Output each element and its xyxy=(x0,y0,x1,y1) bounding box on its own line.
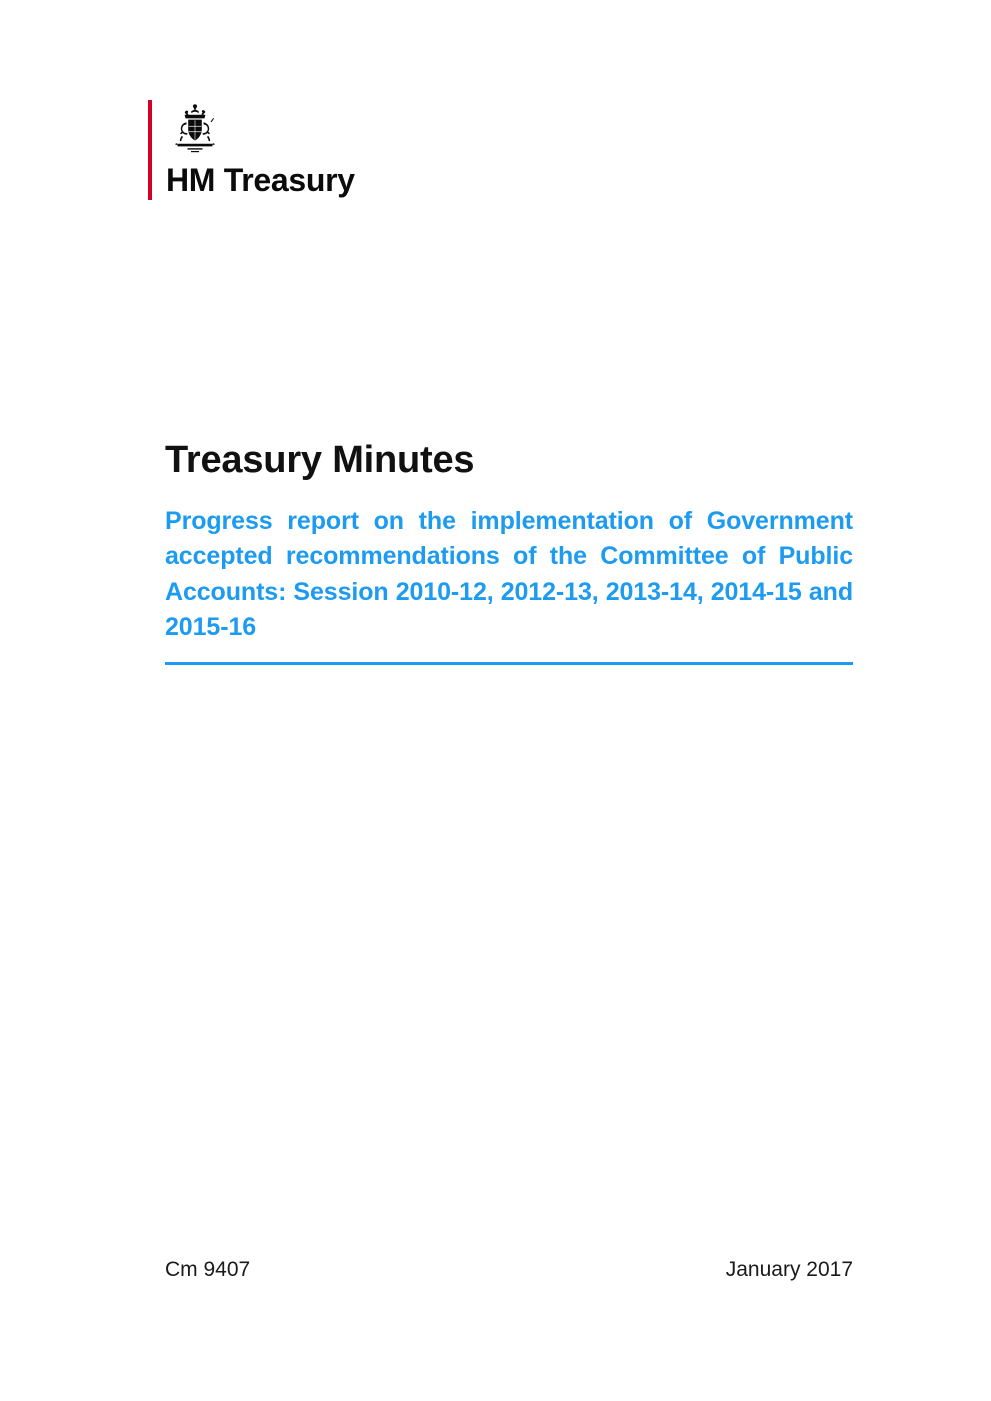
document-footer xyxy=(165,1258,853,1282)
command-number: Cm 9407 xyxy=(165,1258,251,1281)
logo-marks xyxy=(166,100,355,198)
royal-crest-icon xyxy=(166,102,224,158)
page-title: Treasury Minutes xyxy=(165,439,475,481)
publication-date: January 2017 xyxy=(725,1258,853,1281)
organisation-name: HM Treasury xyxy=(166,162,355,198)
title-block xyxy=(165,440,853,665)
logo-row xyxy=(148,100,448,200)
document-subtitle: Progress report on the implementation of Government accepted recommendations of the Committee of Public Accounts: Session 2010-12, 2012-13, 2013-14, 2014-15 and 2015-16 xyxy=(165,506,853,642)
logo-accent-rule xyxy=(148,100,152,200)
hm-treasury-logo xyxy=(148,100,448,200)
title-divider xyxy=(165,662,853,665)
